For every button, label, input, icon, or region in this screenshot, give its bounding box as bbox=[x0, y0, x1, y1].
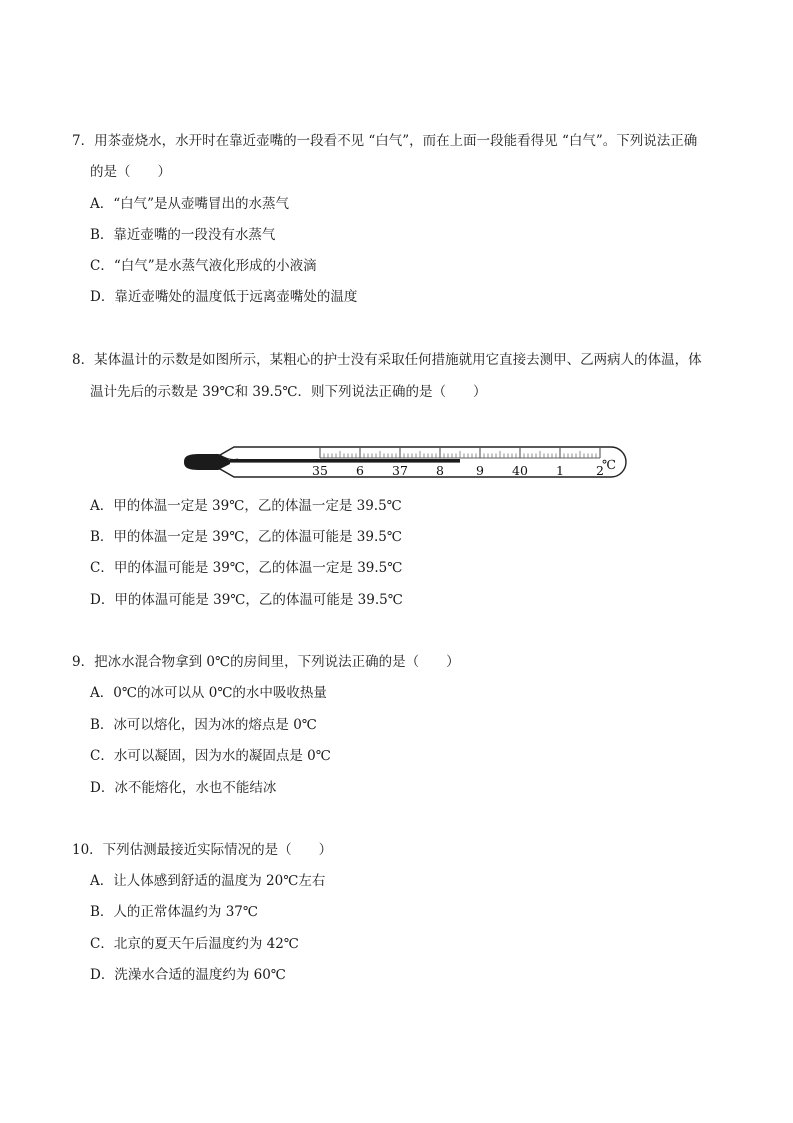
question-9-option-c: C．水可以凝固，因为水的凝固点是 0℃ bbox=[90, 748, 331, 764]
scale-label: 2 bbox=[596, 463, 604, 478]
question-8-stem-line2: 温计先后的示数是 39℃和 39.5℃．则下列说法正确的是（ ） bbox=[90, 384, 487, 400]
question-7-stem-line1: 7．用茶壶烧水，水开时在靠近壶嘴的一段看不见 “白气”，而在上面一段能看得见 “白气”。下列说法正确 bbox=[72, 133, 698, 149]
scale-label: 40 bbox=[512, 463, 528, 478]
question-9-option-a: A．0℃的冰可以从 0℃的水中吸收热量 bbox=[90, 685, 327, 701]
mercury-column bbox=[230, 459, 460, 463]
question-7-option-b: B．靠近壶嘴的一段没有水蒸气 bbox=[90, 227, 276, 243]
question-7-option-a: A．“白气”是从壶嘴冒出的水蒸气 bbox=[90, 196, 290, 212]
question-8-option-a: A．甲的体温一定是 39℃，乙的体温一定是 39.5℃ bbox=[90, 498, 402, 514]
question-10-option-d: D．洗澡水合适的温度约为 60℃ bbox=[90, 967, 286, 983]
thermometer-illustration bbox=[176, 442, 628, 482]
question-10-option-a: A．让人体感到舒适的温度为 20℃左右 bbox=[90, 873, 326, 889]
question-8-option-d: D．甲的体温可能是 39℃，乙的体温可能是 39.5℃ bbox=[90, 592, 403, 608]
scale-label: 37 bbox=[392, 463, 408, 478]
question-8-option-c: C．甲的体温可能是 39℃，乙的体温一定是 39.5℃ bbox=[90, 560, 403, 576]
question-10-stem-line1: 10．下列估测最接近实际情况的是（ ） bbox=[72, 842, 333, 858]
scale-label: 8 bbox=[436, 463, 444, 478]
question-8-stem-line1: 8．某体温计的示数是如图所示，某粗心的护士没有采取任何措施就用它直接去测甲、乙两病人的体温，体 bbox=[72, 352, 702, 368]
question-10-option-b: B．人的正常体温约为 37℃ bbox=[90, 904, 258, 920]
scale-unit: ℃ bbox=[602, 457, 616, 472]
thermometer-figure bbox=[176, 442, 628, 482]
scale-label: 6 bbox=[356, 463, 364, 478]
scale-label: 1 bbox=[556, 463, 564, 478]
question-8-option-b: B．甲的体温一定是 39℃，乙的体温可能是 39.5℃ bbox=[90, 529, 402, 545]
question-10-option-c: C．北京的夏天午后温度约为 42℃ bbox=[90, 936, 299, 952]
scale-label: 35 bbox=[312, 463, 328, 478]
scale-label: 9 bbox=[476, 463, 484, 478]
question-9-stem-line1: 9．把冰水混合物拿到 0℃的房间里，下列说法正确的是（ ） bbox=[72, 654, 460, 670]
question-7-option-c: C．“白气”是水蒸气液化形成的小液滴 bbox=[90, 258, 317, 274]
question-9-option-d: D．冰不能熔化，水也不能结冰 bbox=[90, 780, 277, 796]
question-7-stem-line2: 的是（ ） bbox=[90, 164, 171, 180]
question-9-option-b: B．冰可以熔化，因为冰的熔点是 0℃ bbox=[90, 717, 317, 733]
question-7-option-d: D．靠近壶嘴处的温度低于远离壶嘴处的温度 bbox=[90, 289, 358, 305]
